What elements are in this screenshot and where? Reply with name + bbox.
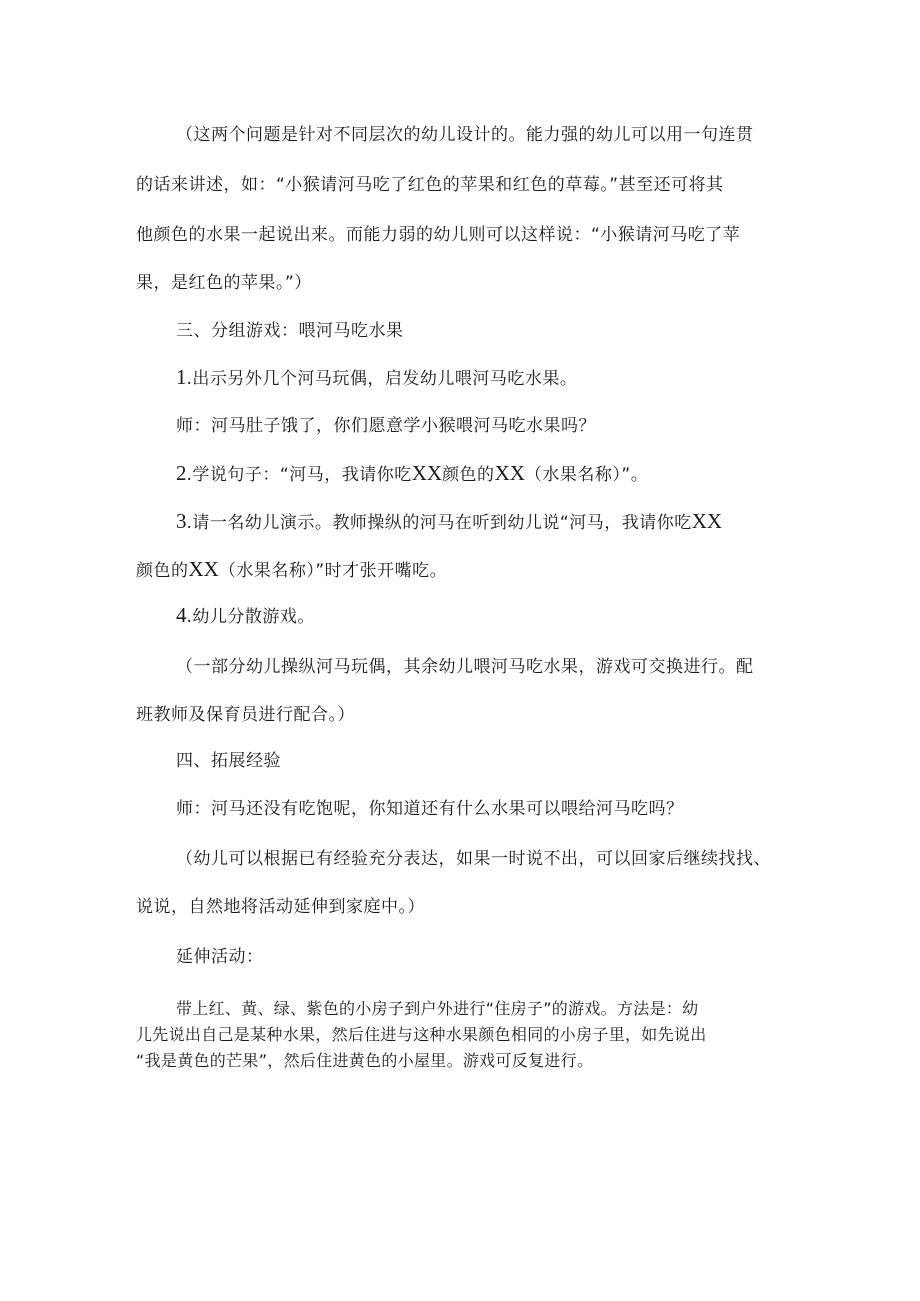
list-item-continuation: [136, 558, 796, 582]
list-number: 4: [176, 603, 187, 627]
list-item: [176, 510, 836, 534]
list-text: .学说句子：“河马，我请你吃: [186, 465, 412, 485]
list-text: （水果名称）”。: [524, 465, 649, 485]
extension-heading: 延伸活动：: [176, 947, 264, 967]
list-text: 颜色的: [442, 465, 495, 485]
list-text: （水果名称）”时才张开嘴吃。: [218, 561, 448, 581]
paragraph-line: 果，是红色的苹果。”）: [136, 273, 312, 293]
paragraph-line: （这两个问题是针对不同层次的幼儿设计的。能力强的幼儿可以用一句连贯: [176, 125, 754, 145]
list-text: 颜色的: [136, 561, 189, 581]
list-item: [176, 366, 836, 390]
list-number: 3: [176, 509, 187, 533]
paragraph-line: “我是黄色的芒果”，然后住进黄色的小屋里。游戏可反复进行。: [136, 1051, 594, 1070]
list-item: [176, 462, 836, 486]
placeholder-text: XX: [494, 461, 525, 485]
list-text: .幼儿分散游戏。: [186, 607, 315, 627]
paragraph-line: （幼儿可以根据已有经验充分表达，如果一时说不出，可以回家后继续找找、: [176, 849, 771, 869]
teacher-line: 师：河马还没有吃饱呢，你知道还有什么水果可以喂给河马吃吗？: [176, 799, 684, 819]
list-number: 2: [176, 461, 187, 485]
paragraph-line: 说说，自然地将活动延伸到家庭中。）: [136, 897, 425, 917]
paragraph-line: （一部分幼儿操纵河马玩偶，其余幼儿喂河马吃水果，游戏可交换进行。配: [176, 657, 754, 677]
list-text: .出示另外几个河马玩偶，启发幼儿喂河马吃水果。: [186, 369, 578, 389]
paragraph-line: 班教师及保育员进行配合。）: [136, 705, 355, 725]
list-text: .请一名幼儿演示。教师操纵的河马在听到幼儿说“河马，我请你吃: [186, 513, 692, 533]
list-item: [176, 604, 836, 628]
paragraph-line: 他颜色的水果一起说出来。而能力弱的幼儿则可以这样说：“小猴请河马吃了苹: [136, 225, 741, 245]
placeholder-text: XX: [691, 509, 723, 533]
teacher-line: 师：河马肚子饿了，你们愿意学小猴喂河马吃水果吗？: [176, 416, 596, 436]
placeholder-text: XX: [188, 557, 219, 581]
section-heading: 四、拓展经验: [176, 751, 281, 771]
list-number: 1: [176, 365, 187, 389]
paragraph-line: 儿先说出自己是某种水果，然后住进与这种水果颜色相同的小房子里，如先说出: [136, 1025, 707, 1044]
paragraph-line: 的话来讲述，如：“小猴请河马吃了红色的苹果和红色的草莓。”甚至还可将其: [136, 175, 724, 195]
paragraph-line: 带上红、黄、绿、紫色的小房子到户外进行“住房子”的游戏。方法是：幼: [176, 999, 699, 1018]
placeholder-text: XX: [411, 461, 443, 485]
section-heading: 三、分组游戏：喂河马吃水果: [176, 321, 404, 341]
